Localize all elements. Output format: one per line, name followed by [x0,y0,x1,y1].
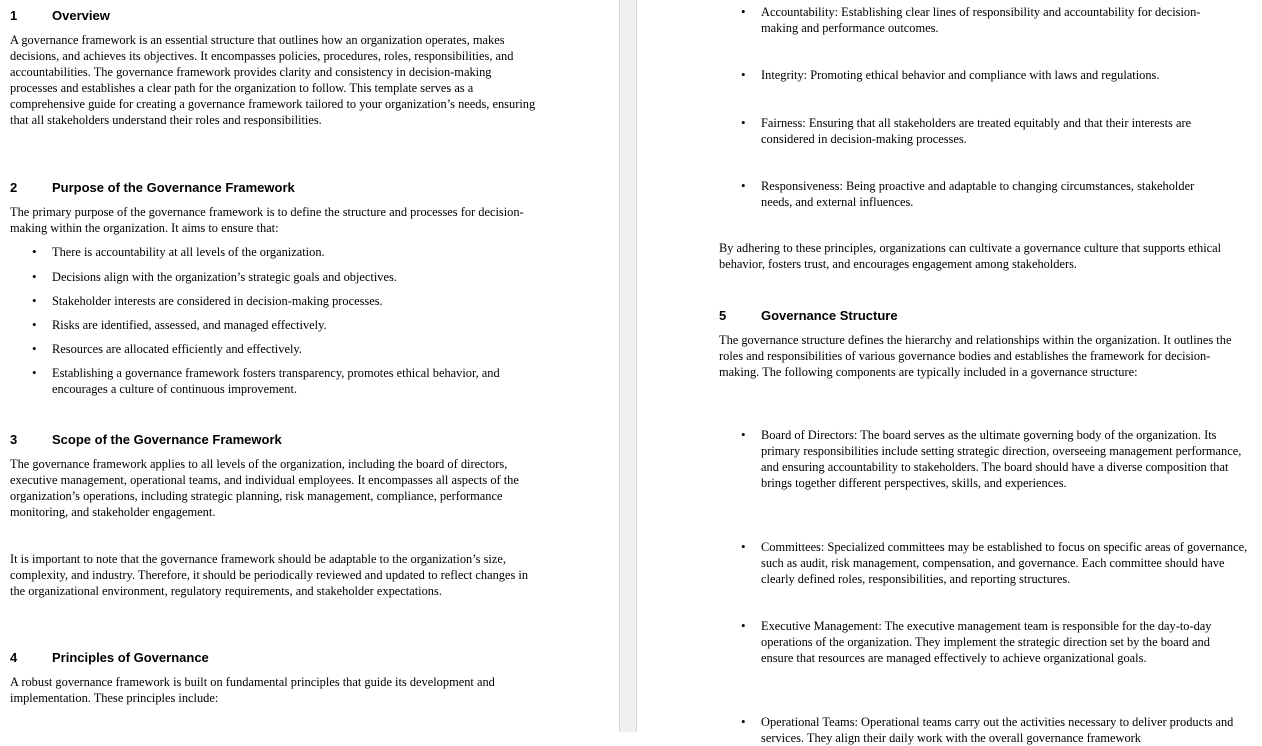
list-item [741,714,1249,746]
bullet-icon: • [32,341,37,356]
bullet-icon: • [741,115,746,130]
list-item-text: Accountability: Establishing clear lines of responsibility and accountability for decision-making and performance outcomes. [761,5,1201,35]
list-item [741,539,1249,587]
page-gutter [619,0,637,732]
bullet-icon: • [741,427,746,442]
list-item [32,365,547,397]
list-item [741,4,1231,36]
section-3-heading [10,432,282,448]
scope-adaptability-paragraph: It is important to note that the governance framework should be adaptable to the organization’s size, complexity, and industry. Therefore, it should be periodically reviewed and updated to reflect changes in the organizational environment, regulatory requirements, and stakeholder expectations. [10,552,529,598]
list-item [32,317,547,333]
list-item-text: Executive Management: The executive management team is responsible for the day-to-day operations of the organization. They implement the strategic direction set by the board and ensure that resources are managed effectively to achieve organizational goals. [761,619,1212,665]
scope-paragraph: The governance framework applies to all levels of the organization, including the board of directors, executive management, operational teams, and individual employees. It encompasses all aspects of the organization’s operations, including strategic planning, risk management, compliance, performance monitoring, and stakeholder engagement. [10,457,519,519]
principles-closing-paragraph: By adhering to these principles, organizations can cultivate a governance culture that supports ethical behavior, fosters trust, and encourages engagement among stakeholders. [719,241,1222,271]
list-item [741,427,1249,491]
structure-paragraph: The governance structure defines the hierarchy and relationships within the organization. It outlines the roles and responsibilities of various governance bodies and establishes the framework for decision-making. The following components are typically included in a governance structure: [719,333,1232,379]
list-item-text: Establishing a governance framework fosters transparency, promotes ethical behavior, and encourages a culture of continuous improvement. [52,366,500,396]
principles-paragraph: A robust governance framework is built on fundamental principles that guide its development and implementation. These principles include: [10,675,495,705]
bullet-icon: • [741,539,746,554]
bullet-icon: • [741,67,746,82]
section-number: 2 [10,180,18,195]
list-item-text: Fairness: Ensuring that all stakeholders are treated equitably and that their interests are considered in decision-making processes. [761,116,1192,146]
section-4-heading [10,650,209,666]
overview-paragraph: A governance framework is an essential structure that outlines how an organization operates, makes decisions, and achieves its objectives. It encompasses policies, procedures, roles, responsibilities, and accountabilities. The governance framework provides clarity and consistency in decision-making processes and establishes a clear path for the organization to follow. This template serves as a comprehensive guide for creating a governance framework tailored to your organization’s needs, ensuring that all stakeholders understand their roles and responsibilities. [10,33,536,127]
section-5-heading [719,308,898,324]
list-item [741,67,1231,83]
bullet-icon: • [32,293,37,308]
section-number: 5 [719,308,727,323]
section-2-heading [10,180,295,196]
list-item-text: Stakeholder interests are considered in decision-making processes. [52,294,383,308]
list-item [741,115,1231,147]
list-item [32,269,547,285]
list-item [32,293,547,309]
section-number: 3 [10,432,18,447]
list-item-text: Resources are allocated efficiently and effectively. [52,342,302,356]
list-item-text: Operational Teams: Operational teams carry out the activities necessary to deliver products and services. They align their daily work with the overall governance framework [761,715,1234,745]
list-item-text: Integrity: Promoting ethical behavior and compliance with laws and regulations. [761,68,1160,82]
list-item-text: Risks are identified, assessed, and managed effectively. [52,318,327,332]
bullet-icon: • [741,714,746,729]
bullet-icon: • [32,317,37,332]
bullet-icon: • [32,244,37,259]
section-title: Overview [52,8,110,23]
list-item [741,618,1241,666]
bullet-icon: • [32,269,37,284]
section-title: Purpose of the Governance Framework [52,180,295,195]
section-title: Scope of the Governance Framework [52,432,282,447]
section-title: Governance Structure [761,308,898,323]
section-number: 1 [10,8,18,23]
list-item [741,178,1201,210]
right-page [637,0,1262,745]
list-item-text: Committees: Specialized committees may be established to focus on specific areas of governance, such as audit, risk management, compensation, and governance. Each committee should have clearly defined roles, responsibilities, and reporting structures. [761,540,1248,586]
list-item-text: Board of Directors: The board serves as the ultimate governing body of the organization. Its primary responsibilities include setting strategic direction, overseeing management performance, and ensuring accountability to stakeholders. The board should have a diverse composition that brings together different perspectives, skills, and experiences. [761,428,1242,490]
bullet-icon: • [741,618,746,633]
left-page [0,0,619,732]
list-item-text: Responsiveness: Being proactive and adaptable to changing circumstances, stakeholder needs, and external influences. [761,179,1195,209]
list-item [32,341,547,357]
bullet-icon: • [741,4,746,19]
section-title: Principles of Governance [52,650,209,665]
section-number: 4 [10,650,18,665]
list-item-text: There is accountability at all levels of the organization. [52,245,325,259]
bullet-icon: • [32,365,37,380]
bullet-icon: • [741,178,746,193]
list-item-text: Decisions align with the organization’s strategic goals and objectives. [52,270,397,284]
purpose-paragraph: The primary purpose of the governance framework is to define the structure and processes for decision-making within the organization. It aims to ensure that: [10,205,524,235]
section-1-heading [10,8,110,24]
list-item [32,244,547,260]
